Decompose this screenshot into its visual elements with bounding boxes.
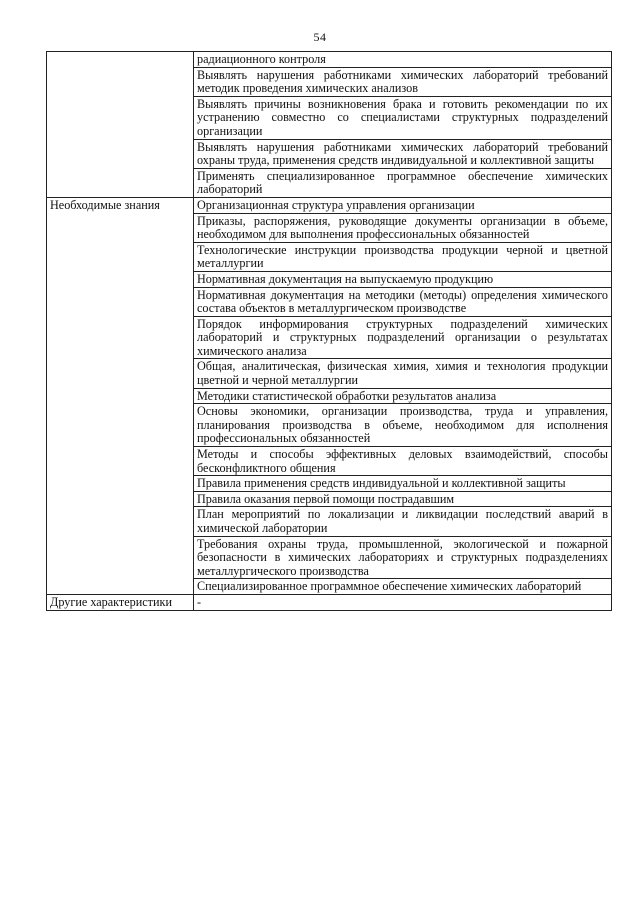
knowledge-item: Технологические инструкции производства продукции черной и цветной металлургии [194,242,612,271]
skills-label [47,52,194,198]
skills-row [47,52,612,68]
knowledge-item: Нормативная документация на методики (методы) определения химического состава объектов в металлургическом производстве [194,287,612,316]
knowledge-item: Специализированное программное обеспечение химических лабораторий [194,579,612,595]
knowledge-label: Необходимые знания [47,197,194,594]
skills-item: радиационного контроля [194,52,612,68]
requirements-table [46,51,612,611]
skills-item: Выявлять причины возникновения брака и готовить рекомендации по их устранению совместно со специалистами структурных подразделений организации [194,96,612,139]
knowledge-item: Методы и способы эффективных деловых взаимодействий, способы бесконфликтного общения [194,447,612,476]
knowledge-item: Требования охраны труда, промышленной, экологической и пожарной безопасности в химических лабораториях и структурных подразделениях металлургического производства [194,536,612,579]
table-body [47,52,612,611]
other-row [47,594,612,610]
skills-item: Выявлять нарушения работниками химических лабораторий требований методик проведения химических анализов [194,67,612,96]
knowledge-item: Методики статистической обработки результатов анализа [194,388,612,404]
other-value: - [194,594,612,610]
knowledge-row [47,197,612,213]
knowledge-item: Правила применения средств индивидуальной и коллективной защиты [194,476,612,492]
knowledge-item: Приказы, распоряжения, руководящие документы организации в объеме, необходимом для выполнения профессиональных обязанностей [194,213,612,242]
knowledge-item: Правила оказания первой помощи пострадавшим [194,491,612,507]
knowledge-item: План мероприятий по локализации и ликвидации последствий аварий в химической лаборатории [194,507,612,536]
knowledge-item: Порядок информирования структурных подразделений химических лабораторий и структурных подразделений организации о результатах химического анализа [194,316,612,359]
knowledge-item: Основы экономики, организации производства, труда и управления, планирования производства в объеме, необходимом для исполнения профессиональных обязанностей [194,404,612,447]
knowledge-item: Организационная структура управления организации [194,197,612,213]
knowledge-item: Общая, аналитическая, физическая химия, химия и технология продукции цветной и черной металлургии [194,359,612,388]
skills-item: Выявлять нарушения работниками химических лабораторий требований охраны труда, применения средств индивидуальной и коллективной защиты [194,139,612,168]
knowledge-item: Нормативная документация на выпускаемую продукцию [194,271,612,287]
page-number: 54 [313,30,327,44]
skills-item: Применять специализированное программное обеспечение химических лабораторий [194,168,612,197]
other-label: Другие характеристики [47,594,194,610]
